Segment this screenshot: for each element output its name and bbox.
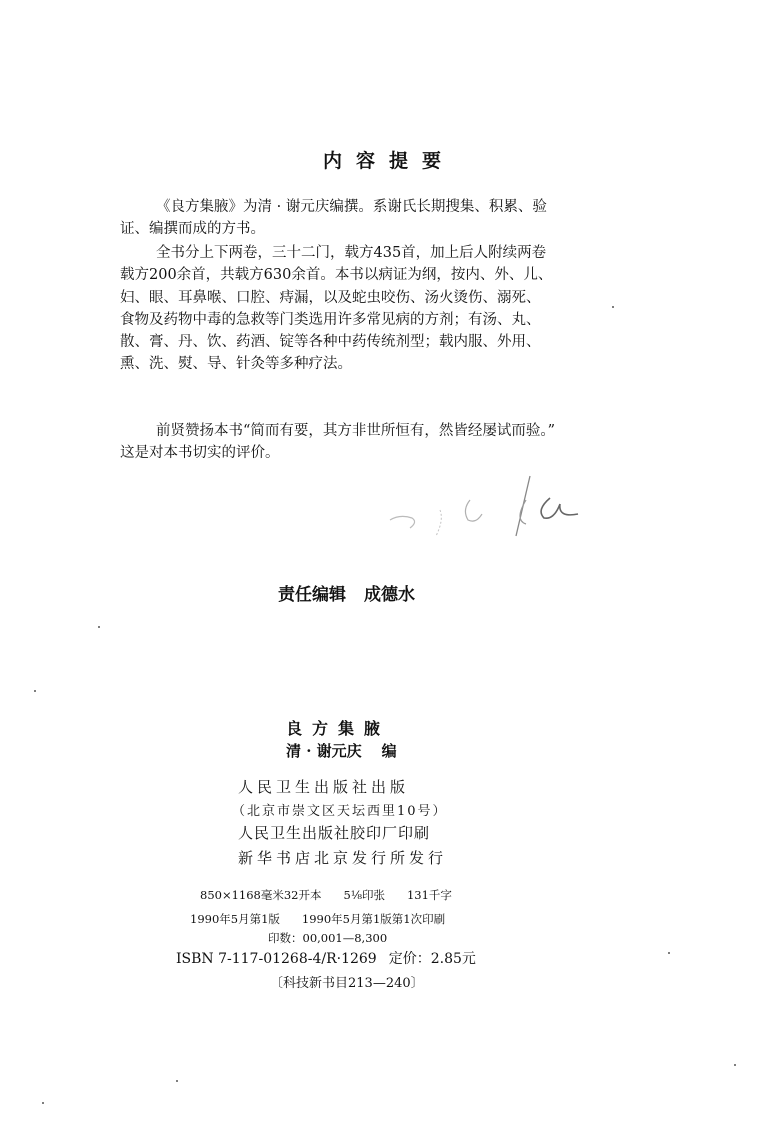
word-count: 131千字 [406, 888, 452, 902]
edition: 1990年5月第1版 [190, 912, 280, 926]
scan-speck [668, 952, 670, 954]
publisher-line: 人民卫生出版社出版 [238, 778, 410, 796]
scan-speck [734, 1064, 736, 1066]
scan-speck [42, 1102, 44, 1104]
print-run: 印数：00,001—8,300 [268, 931, 388, 945]
publisher-address: （北京市崇文区天坛西里10号） [232, 804, 448, 819]
summary-line: 全书分上下两卷，三十二门，载方435首，加上后人附续两卷 [156, 245, 547, 261]
format-line [200, 887, 452, 903]
scan-speck [98, 626, 100, 628]
summary-line: 熏、洗、熨、导、针灸等多种疗法。 [120, 356, 352, 373]
summary-line: 食物及药物中毒的急救等门类选用许多常见病的方剂；有汤、丸、 [120, 311, 541, 328]
edition-line [190, 911, 445, 927]
printer-line: 人民卫生出版社胶印厂印刷 [238, 824, 431, 842]
isbn: ISBN 7-117-01268-4/R·1269 [176, 951, 377, 967]
scan-speck [612, 306, 614, 308]
book-title: 良方集腋 [286, 719, 391, 738]
summary-line: 散、膏、丹、饮、药酒、锭等各种中药传统剂型；载内服、外用、 [120, 334, 541, 351]
author-line [286, 740, 397, 761]
scan-speck [34, 690, 36, 692]
scan-speck [176, 1080, 178, 1082]
editor-name: 成德水 [364, 585, 415, 605]
author-role: 编 [381, 742, 397, 760]
summary-line: 前贤赞扬本书“简而有要，其方非世所恒有，然皆经屡试而验。” [156, 423, 556, 439]
editor-role: 责任编辑 [278, 585, 346, 605]
distributor-line: 新华书店北京发行所发行 [238, 849, 448, 867]
price: 定价：2.85元 [388, 951, 476, 967]
summary-line: 妇、眼、耳鼻喉、口腔、痔漏，以及蛇虫咬伤、汤火烫伤、溺死、 [120, 289, 541, 306]
summary-line: 这是对本书切实的评价。 [120, 445, 280, 462]
summary-line: 证、编撰而成的方书。 [120, 221, 265, 238]
isbn-line [176, 948, 476, 968]
book-format: 850×1168毫米32开本 [200, 888, 322, 902]
printing: 1990年5月第1版第1次印刷 [301, 912, 446, 926]
print-sheets: 5⅛印张 [343, 888, 385, 902]
summary-line: 《良方集腋》为清 · 谢元庆编撰。系谢氏长期搜集、积累、验 [156, 199, 547, 215]
author-name: 清 · 谢元庆 [286, 742, 362, 760]
summary-line: 载方200余首，共载方630余首。本书以病证为纲，按内、外、儿、 [120, 267, 553, 284]
catalog-number: 〔科技新书目213—240〕 [270, 976, 424, 991]
page-title: 内容提要 [322, 150, 455, 172]
